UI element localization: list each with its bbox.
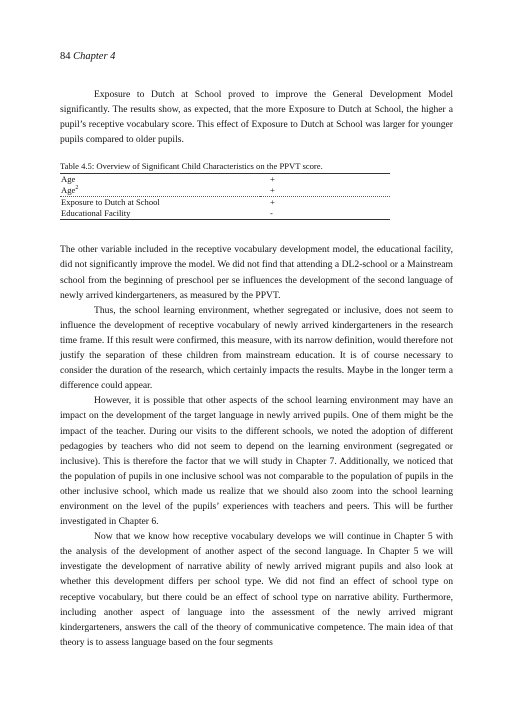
row-value: + bbox=[270, 185, 275, 196]
row-label: Age$^2$ bbox=[61, 185, 79, 196]
paragraph-1: Exposure to Dutch at School proved to improve the General Development Model significantly. The results show, as expected, that the more Exposure to Dutch at School, the higher a pupil’s receptive vocabulary score. This effect of Exposure to Dutch at School was larger for younger pupils compared to older pupils. bbox=[60, 89, 453, 146]
row-label: Age bbox=[60, 174, 260, 186]
running-head bbox=[60, 50, 453, 63]
paragraph-5: Now that we know how receptive vocabulary develops we will continue in Chapter 5 with the analysis of the development of another aspect of the second language. In Chapter 5 we will investigate the development of narrative ability of newly arrived migrant pupils and also look at whether this development differs per school type. We did not find an effect of school type on receptive vocabulary, but there could be an effect of school type on narrative ability. Furthermore, including another aspect of language into the assessment of the newly arrived migrant kindergarteners, answers the call of the theory of communicative competence. The main idea of that theory is to assess language based on the four segments bbox=[60, 531, 453, 648]
row-value: + bbox=[260, 174, 390, 186]
page-number: 84 bbox=[60, 51, 71, 62]
row-value: - bbox=[260, 208, 390, 220]
row-label: Exposure to Dutch at School bbox=[60, 197, 260, 209]
row-value: + bbox=[260, 197, 390, 209]
row-label: Educational Facility bbox=[60, 208, 260, 220]
superscript: 2 bbox=[75, 185, 79, 192]
chapter-title: Chapter 4 bbox=[73, 51, 116, 62]
table-row bbox=[60, 197, 390, 209]
table-caption: Table 4.5: Overview of Significant Child Characteristics on the PPVT score. bbox=[60, 161, 323, 172]
table-row bbox=[60, 185, 390, 197]
paragraph-3: Thus, the school learning environment, whether segregated or inclusive, does not seem to influence the development of receptive vocabulary of newly arrived kindergarteners in the research time frame. If this result were confirmed, this measure, with its narrow definition, would therefore not justify the separation of these children from mainstream education. It is of course necessary to consider the duration of the research, which certainly impacts the results. Maybe in the longer term a difference could appear. bbox=[60, 304, 453, 392]
characteristics-table bbox=[60, 173, 390, 220]
paragraph-4: However, it is possible that other aspects of the school learning environment may have an impact on the development of the target language in newly arrived pupils. One of them might be the impact of the teacher. During our visits to the different schools, we noted the adoption of different pedagogies by teachers who did not seem to depend on the learning environment (segregated or inclusive). This is therefore the factor that we will study in Chapter 7. Additionally, we noticed that the population of pupils in one inclusive school was not comparable to the population of pupils in the other inclusive school, which made us realize that we should also zoom into the school learning environment on the level of the pupils’ experiences with teachers and peers. This will be further investigated in Chapter 6. bbox=[60, 395, 453, 528]
table-row bbox=[60, 174, 390, 186]
paragraph-2: The other variable included in the receptive vocabulary development model, the educational facility, did not significantly improve the model. We did not find that attending a DL2-school or a Mainstream school from the beginning of preschool per se influences the development of the second language of newly arrived kindergarteners, as measured by the PPVT. bbox=[60, 244, 453, 301]
table-row bbox=[60, 208, 390, 220]
